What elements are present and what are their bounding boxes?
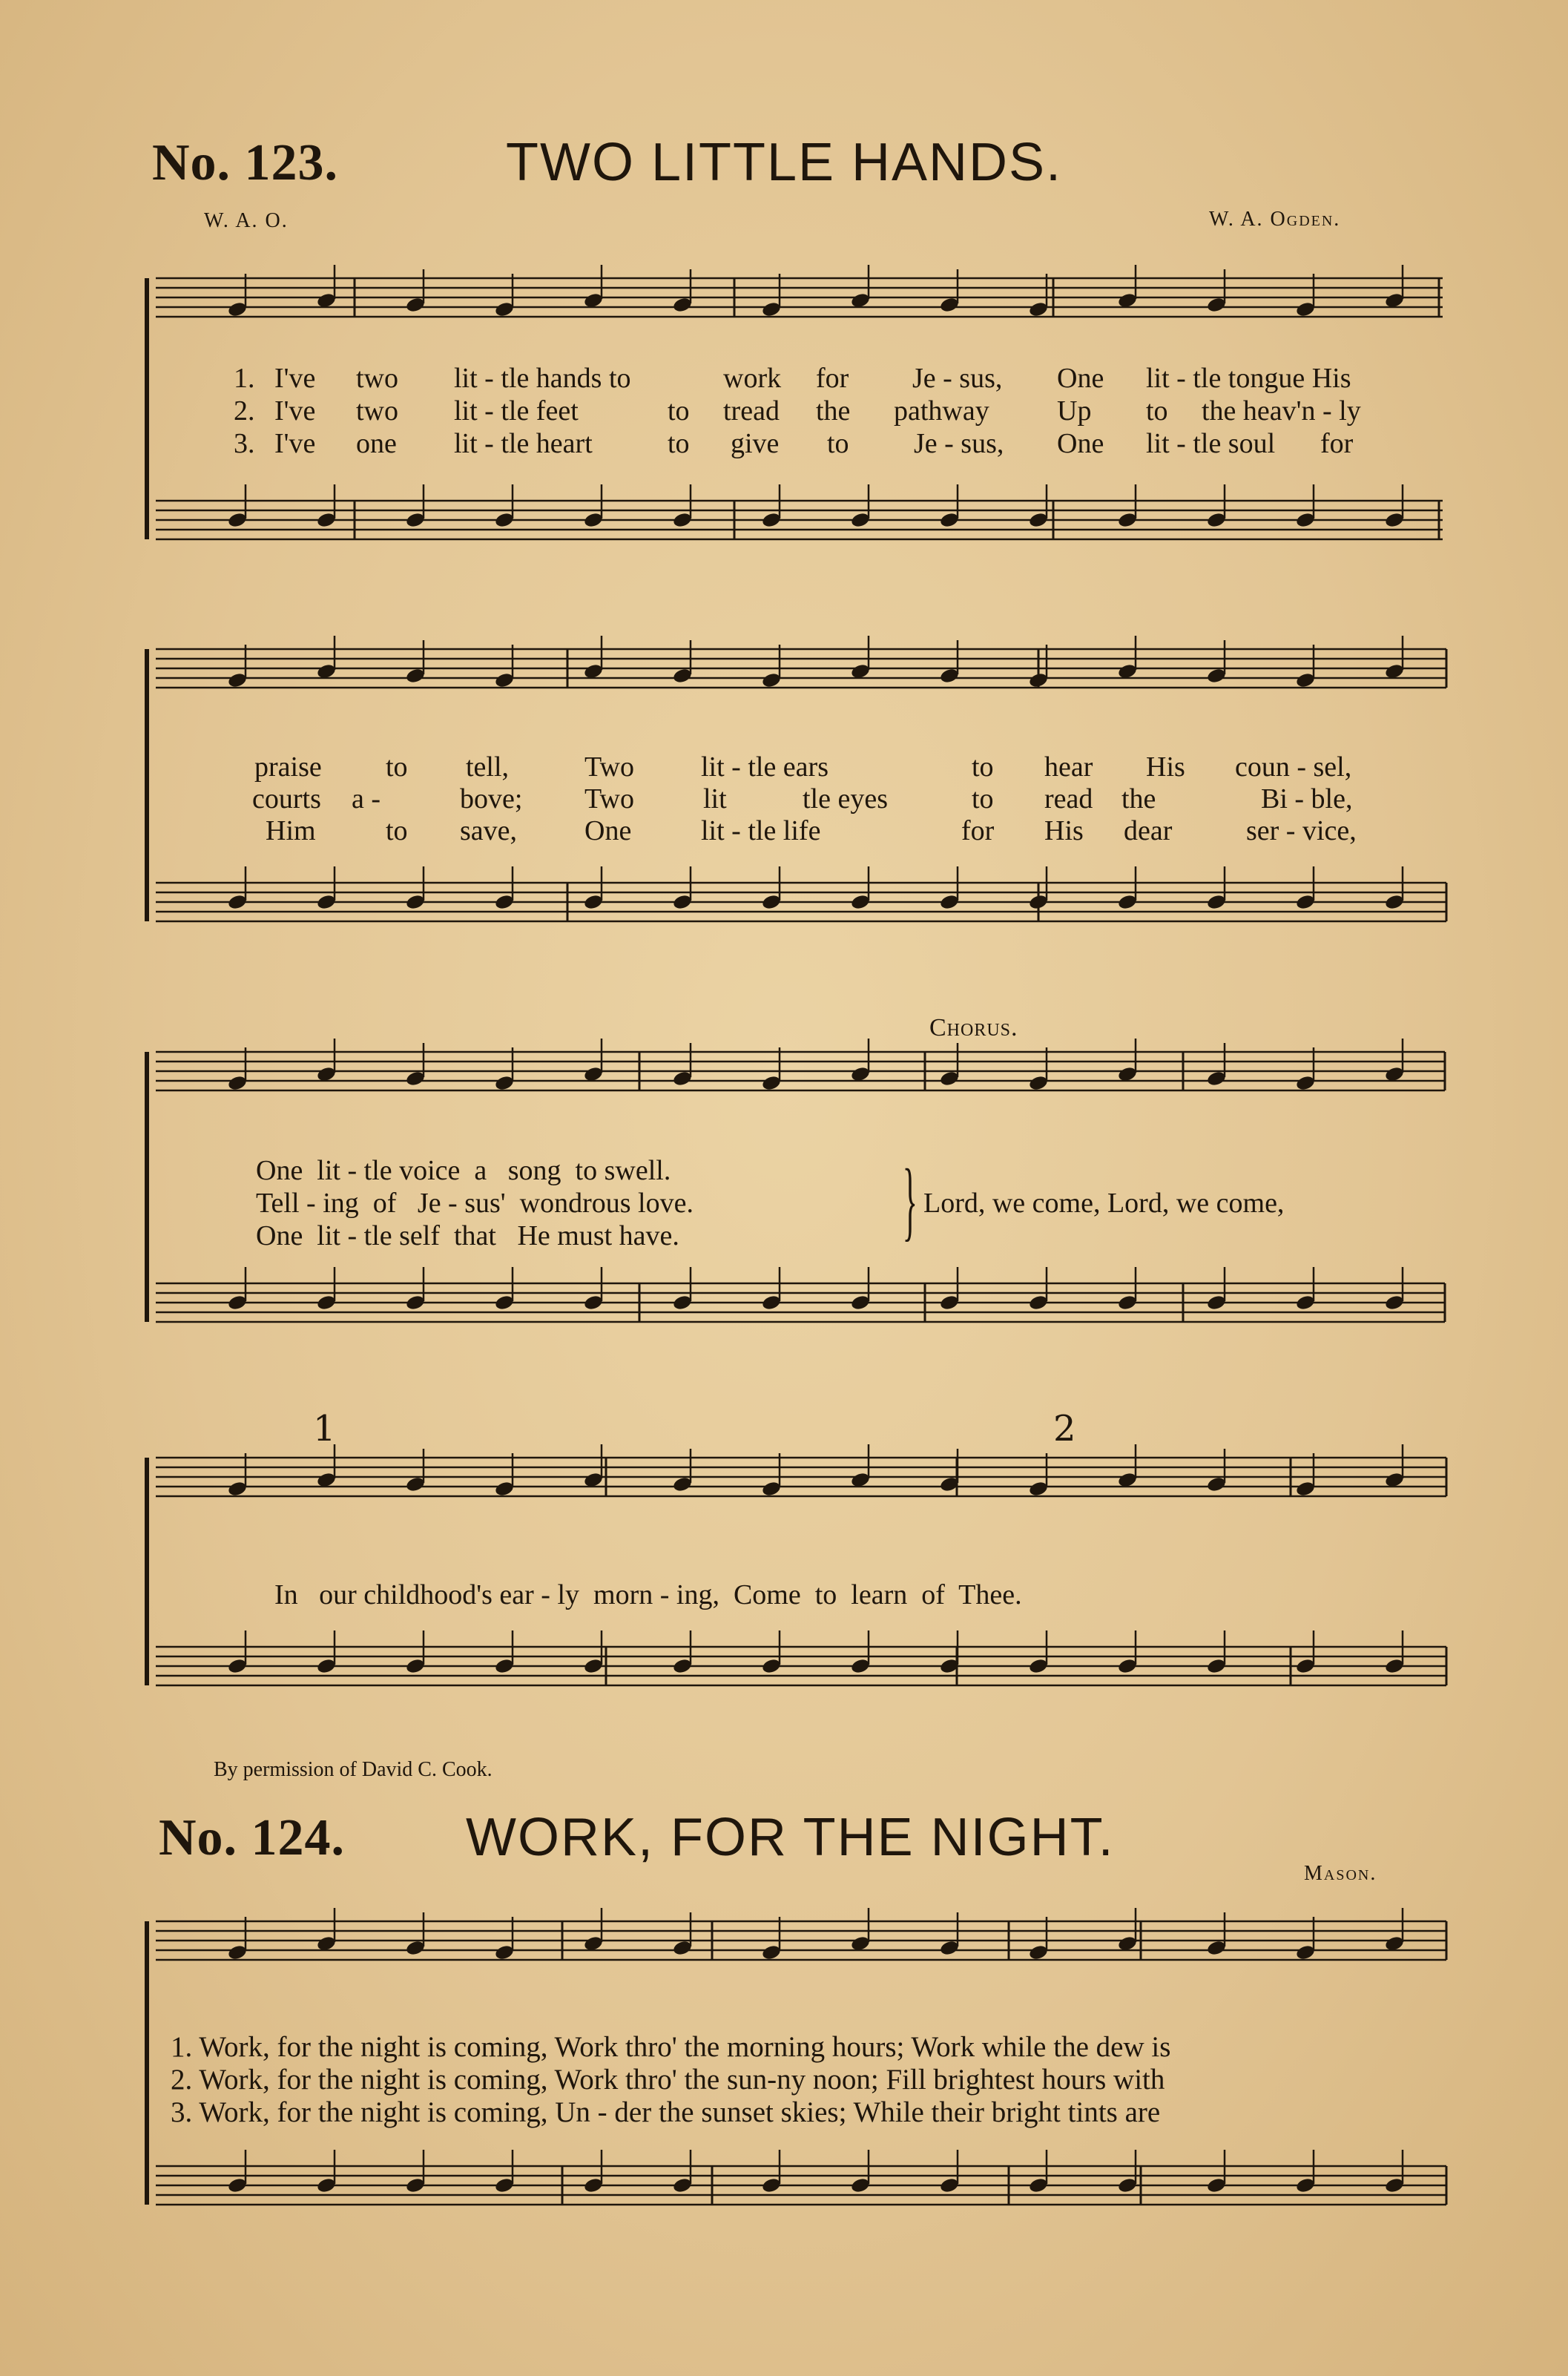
v2-w: Up	[1057, 395, 1092, 427]
hymn-123-title: TWO LITTLE HANDS.	[506, 133, 1063, 192]
v2-w: pathway	[894, 395, 989, 427]
v1-w: work	[723, 363, 782, 394]
hymn-123-music-credit: W. A. Ogden.	[1209, 208, 1341, 231]
l2v2-w: read	[1044, 783, 1093, 815]
v1-w: I've	[274, 363, 316, 394]
l2v3-w: His	[1044, 815, 1084, 846]
v3-w: One	[1057, 428, 1104, 459]
hymn-124-title: WORK, FOR THE NIGHT.	[466, 1808, 1115, 1867]
l2v2-w: a -	[352, 783, 381, 815]
l2v3-w: One	[584, 815, 632, 846]
l2v3-w: for	[961, 815, 995, 846]
l2v1-w: hear	[1044, 751, 1093, 783]
hymn-123-words-credit: W. A. O.	[204, 209, 289, 232]
hymn-124-verse1: 1. Work, for the night is coming, Work thro' the morning hours; Work while the dew is	[171, 2031, 1171, 2063]
v2-w: lit - tle feet	[454, 395, 579, 427]
hymn-124-number: No. 124.	[159, 1809, 346, 1866]
hymn-124-verse2: 2. Work, for the night is coming, Work thro' the sun-ny noon; Fill brightest hours with	[171, 2064, 1165, 2096]
l2v1-w: His	[1146, 751, 1185, 783]
l2v1-w: Two	[584, 751, 635, 783]
v3-num: 3.	[234, 428, 255, 459]
l2v2-w: lit	[703, 783, 727, 815]
v3-w: give	[731, 428, 780, 459]
l2v1-w: coun - sel,	[1235, 751, 1352, 783]
v1-w: Je - sus,	[912, 363, 1003, 394]
chorus-label: Chorus.	[929, 1014, 1018, 1041]
ending-1-label: 1	[313, 1408, 336, 1449]
v3-w: for	[1320, 428, 1354, 459]
l2v1-w: praise	[254, 751, 322, 783]
v3-w: lit - tle soul	[1146, 428, 1276, 459]
l2v1-w: to	[972, 751, 994, 783]
hymn-123-number: No. 123.	[152, 134, 339, 191]
ending-2-label: 2	[1053, 1408, 1076, 1449]
l2v2-w: Two	[584, 783, 635, 815]
v3-w: to	[668, 428, 690, 459]
l2v1-w: to	[386, 751, 408, 783]
v1-w: for	[816, 363, 849, 394]
v2-w: two	[356, 395, 398, 427]
v3-w: Je - sus,	[914, 428, 1004, 459]
l2v3-w: dear	[1124, 815, 1173, 846]
l2v2-w: to	[972, 783, 994, 815]
v1-w: lit - tle hands to	[454, 363, 631, 394]
l2v2-w: bove;	[460, 783, 523, 815]
v3-w: to	[827, 428, 849, 459]
l2v3-w: Him	[266, 815, 316, 846]
permission-credit: By permission of David C. Cook.	[214, 1758, 493, 1781]
v2-w: the heav'n - ly	[1202, 395, 1361, 427]
v2-w: tread	[723, 395, 780, 427]
v2-w: the	[816, 395, 851, 427]
l2v3-w: to	[386, 815, 408, 846]
line3-verse3: One lit - tle self that He must have.	[256, 1220, 679, 1251]
l2v2-w: Bi - ble,	[1261, 783, 1353, 815]
line3-verse1: One lit - tle voice a song to swell.	[256, 1155, 671, 1186]
l2v2-w: tle eyes	[803, 783, 889, 815]
l2v3-w: save,	[460, 815, 518, 846]
v2-num: 2.	[234, 395, 255, 427]
l2v1-w: lit - tle ears	[701, 751, 829, 783]
v3-w: lit - tle heart	[454, 428, 593, 459]
v2-w: to	[668, 395, 690, 427]
line4-lyrics: In our childhood's ear - ly morn - ing, Come to learn of Thee.	[274, 1579, 1022, 1610]
v1-w: two	[356, 363, 398, 394]
v1-num: 1.	[234, 363, 255, 394]
l2v2-w: courts	[252, 783, 321, 815]
v2-w: to	[1146, 395, 1168, 427]
hymn-124-music-credit: Mason.	[1304, 1862, 1377, 1885]
l2v3-w: lit - tle life	[701, 815, 821, 846]
line3-chorus: Lord, we come, Lord, we come,	[923, 1188, 1285, 1219]
l2v3-w: ser - vice,	[1246, 815, 1357, 846]
v3-w: one	[356, 428, 397, 459]
v3-w: I've	[274, 428, 316, 459]
l2v2-w: the	[1121, 783, 1156, 815]
v1-w: lit - tle tongue His	[1146, 363, 1351, 394]
verse-brace: }	[902, 1151, 918, 1249]
hymn-124-verse3: 3. Work, for the night is coming, Un - der the sunset skies; While their bright tints are	[171, 2096, 1161, 2128]
v2-w: I've	[274, 395, 316, 427]
v1-w: One	[1057, 363, 1104, 394]
line3-verse2: Tell - ing of Je - sus' wondrous love.	[256, 1188, 694, 1219]
l2v1-w: tell,	[466, 751, 510, 783]
